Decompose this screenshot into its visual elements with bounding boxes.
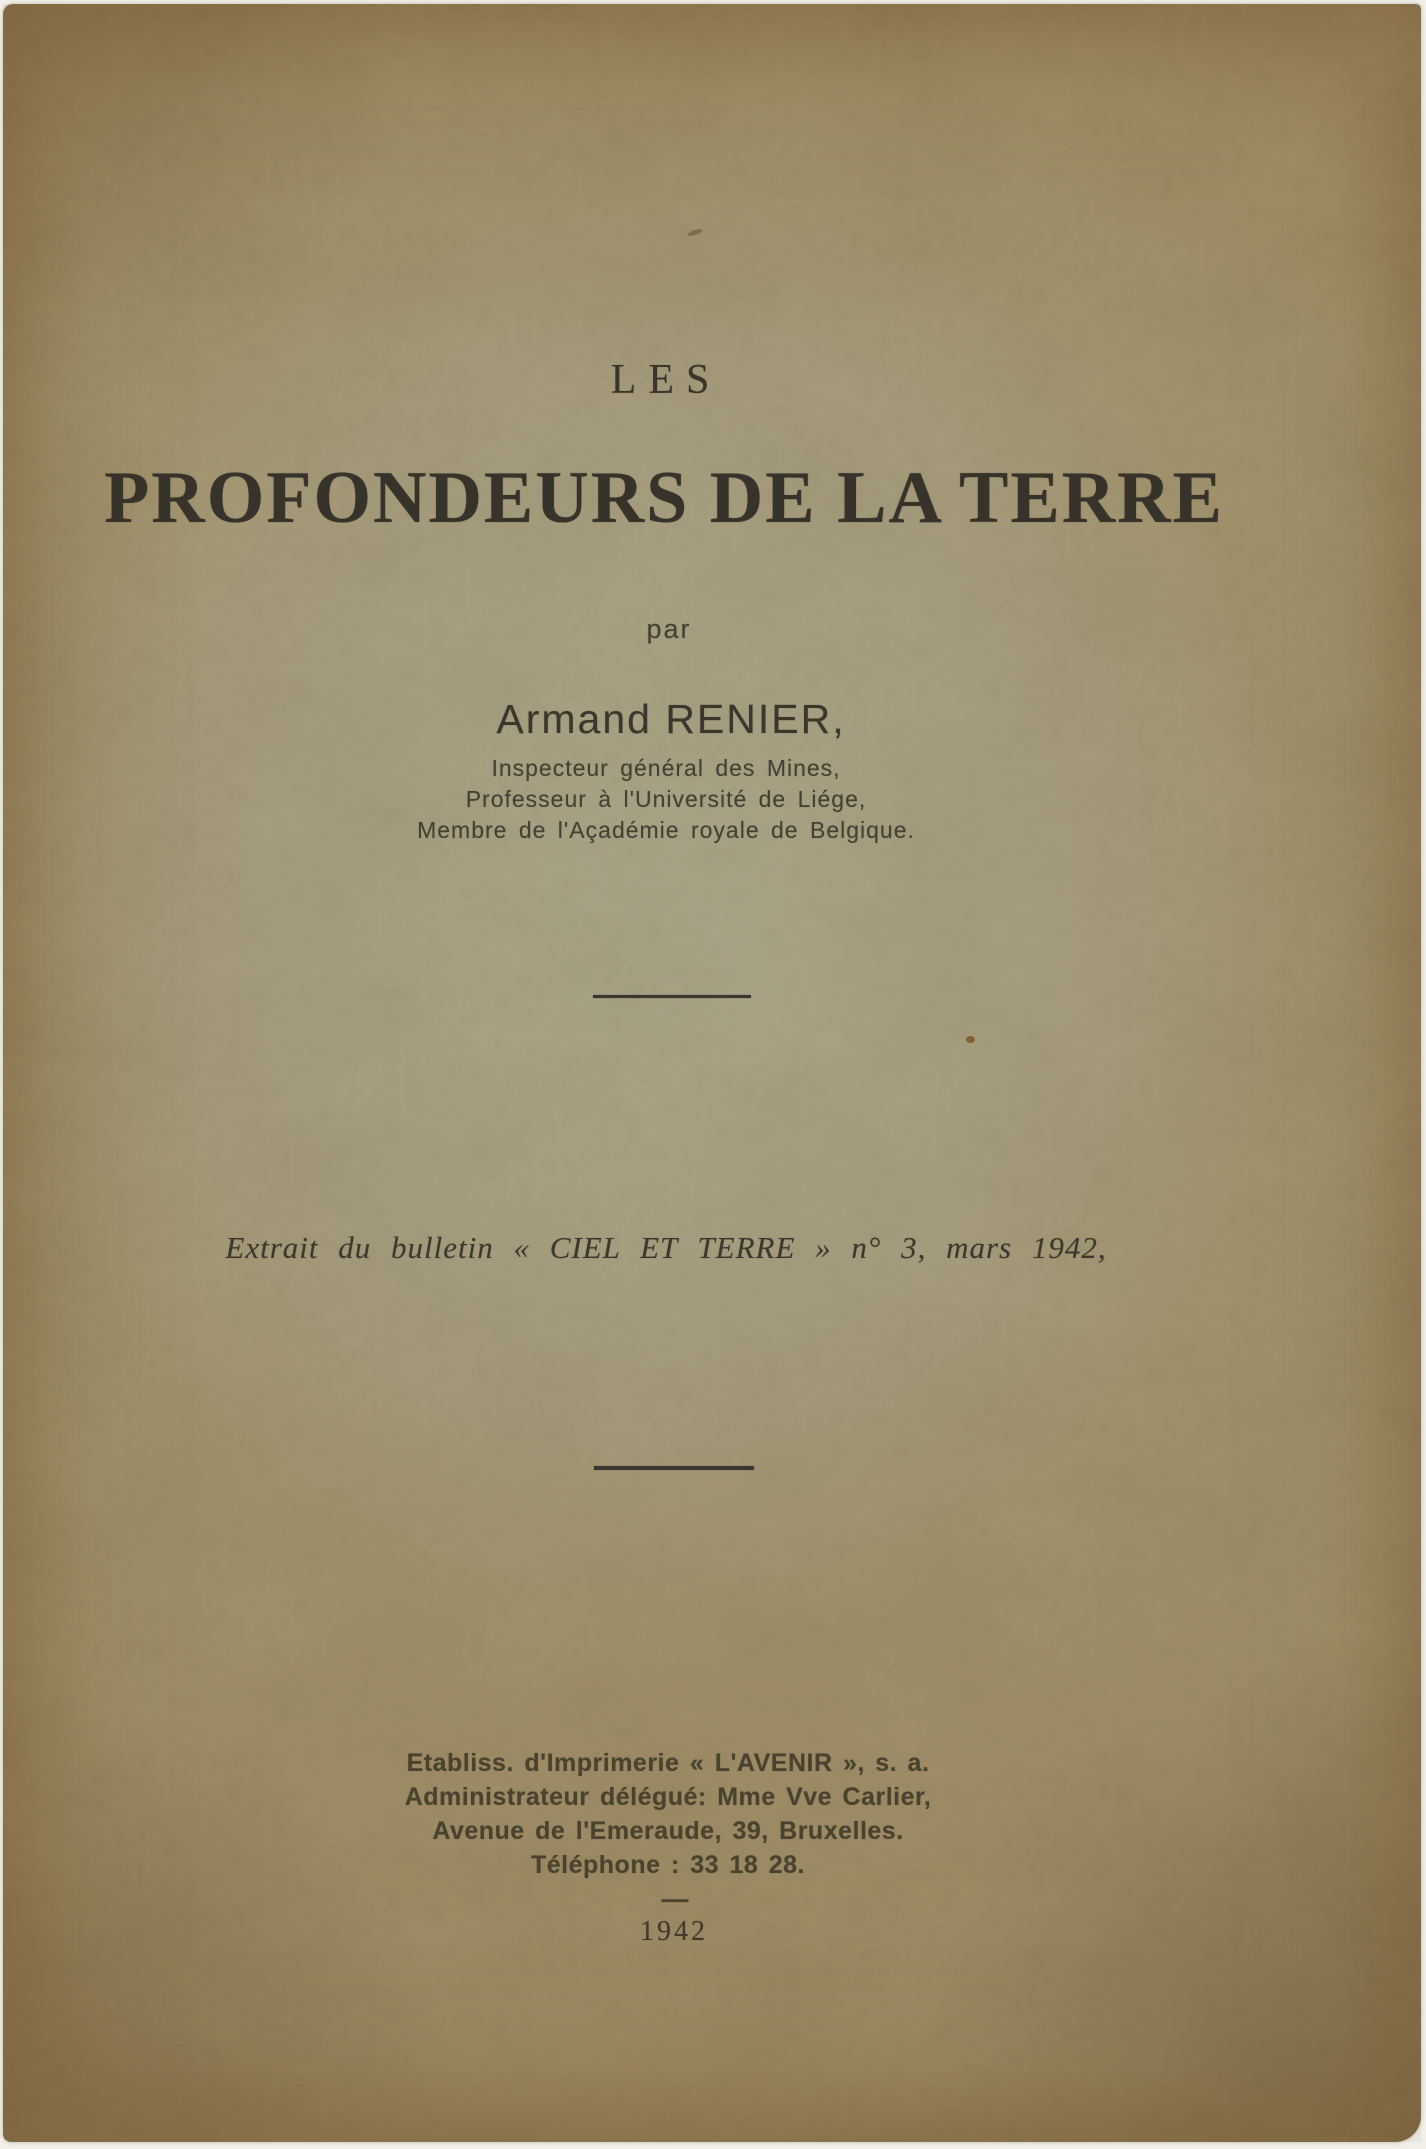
imprint-line: Etabliss. d'Imprimerie « L'AVENIR », s. a. bbox=[406, 1749, 930, 1777]
author-name: Armand RENIER, bbox=[496, 696, 846, 742]
byline: par bbox=[646, 614, 692, 644]
page-title: PROFONDEURS DE LA TERRE bbox=[104, 457, 1224, 539]
imprint-line: Avenue de l'Emeraude, 39, Bruxelles. bbox=[432, 1817, 904, 1845]
booklet-cover bbox=[3, 4, 1421, 2142]
separator-dash: — bbox=[661, 1884, 689, 1914]
credential-line: Professeur à l'Université de Liége, bbox=[465, 786, 867, 812]
publication-year: 1942 bbox=[640, 1916, 708, 1947]
credential-line: Membre de l'Açadémie royale de Belgique. bbox=[417, 817, 915, 843]
paper-speck bbox=[687, 228, 704, 238]
credential-line: Inspecteur général des Mines, bbox=[491, 755, 841, 781]
source-note: Extrait du bulletin « CIEL ET TERRE » n° 3, mars 1942, bbox=[225, 1230, 1107, 1265]
imprint-line: Administrateur délégué: Mme Vve Carlier, bbox=[404, 1783, 932, 1811]
printer-imprint bbox=[405, 1746, 932, 1882]
pretitle: LES bbox=[610, 357, 722, 403]
divider-rule-top bbox=[593, 995, 751, 998]
paper-speck bbox=[966, 1036, 975, 1043]
divider-rule-bottom bbox=[594, 1466, 754, 1470]
imprint-line: Téléphone : 33 18 28. bbox=[530, 1851, 805, 1879]
author-credentials bbox=[417, 753, 915, 846]
